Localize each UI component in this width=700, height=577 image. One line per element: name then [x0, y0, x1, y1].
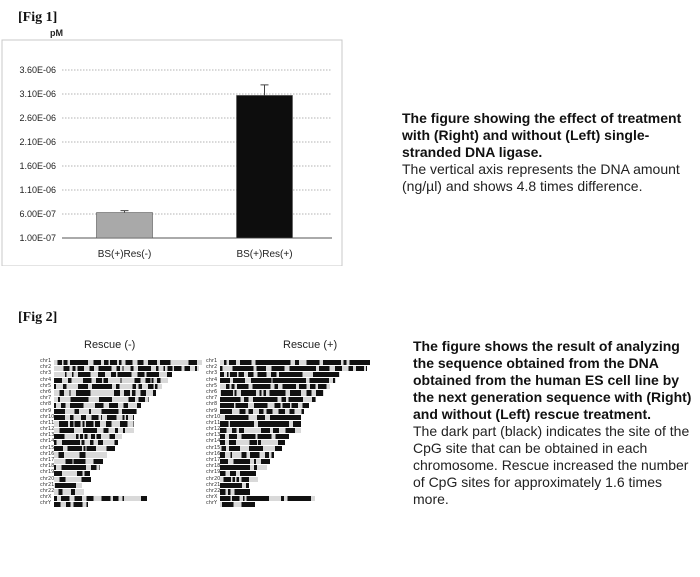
chromosome-cpg-track: [220, 372, 340, 377]
chromosome-cpg-track: [220, 390, 324, 395]
chromosome-cpg-track: [54, 403, 141, 408]
chromosome-cpg-track: [54, 483, 82, 488]
chromosome-label: chr1: [206, 358, 218, 364]
chromosome-label: chr4: [40, 376, 52, 383]
chromosome-label: chr13: [206, 432, 221, 439]
chromosome-label: chrX: [206, 494, 218, 501]
chromosome-cpg-track: [54, 496, 147, 501]
figure-1-caption-title: The figure showing the effect of treatment with (Right) and without (Left) single-stranded DNA ligase.: [402, 110, 682, 160]
figure-1-caption: [402, 110, 692, 195]
chromosome-label: chr11: [206, 419, 221, 426]
y-tick-label: 3.10E-06: [19, 89, 56, 99]
chromosome-cpg-track: [220, 384, 330, 389]
chromosome-label: chr4: [206, 376, 218, 383]
chromosome-label: chr6: [40, 388, 52, 395]
figure-1-label: [Fig 1]: [18, 10, 58, 25]
bar-BS(+)Res(+): [237, 95, 293, 238]
chromosome-cpg-track: [54, 378, 168, 383]
chromosome-label: chrY: [206, 500, 218, 507]
figure-2-caption-text: The dark part (black) indicates the site of the CpG site that can be obtained in each chromosome. Rescue increased the number of CpG sites for approximately 1.6 times more.: [413, 423, 690, 507]
chromosome-row: [40, 500, 218, 507]
chromosome-cpg-track: [220, 471, 256, 476]
chromosome-label: chrX: [40, 494, 52, 501]
chromosome-cpg-track: [54, 452, 107, 457]
y-tick-label: 1.00E-07: [19, 233, 56, 243]
figure-1-bar-chart: [0, 26, 345, 266]
chromosome-cpg-track: [54, 397, 149, 402]
chromosome-cpg-track: [54, 390, 156, 395]
chromosome-cpg-track: [54, 502, 88, 507]
rescue-minus-title: Rescue (-): [84, 339, 136, 351]
chromosome-cpg-track: [220, 366, 367, 371]
chromosome-label: chr13: [40, 432, 55, 439]
y-tick-label: 1.60E-06: [19, 161, 56, 171]
chromosome-label: chr6: [206, 388, 218, 395]
figure-1-caption-text: The vertical axis represents the DNA amount (ng/µl) and shows 4.8 times difference.: [402, 161, 680, 194]
chromosome-cpg-track: [54, 465, 100, 470]
chromosome-label: chr21: [206, 481, 221, 488]
chromosome-label: chr17: [40, 457, 55, 463]
chromosome-cpg-track: [54, 384, 162, 389]
chromosome-cpg-track: [54, 489, 84, 494]
rescue-plus-title: Rescue (+): [283, 339, 338, 351]
y-tick-label: 3.60E-06: [19, 65, 56, 75]
bar-BS(+)Res(-): [97, 213, 153, 238]
chromosome-cpg-track: [220, 434, 289, 439]
figure-2-caption-title: The figure shows the result of analyzing the sequence obtained from the DNA obtained from the human ES cell line by the next generation sequence with (Right) and without (Left) rescue treatment.: [413, 338, 692, 422]
chromosome-cpg-track: [220, 446, 282, 451]
chromosome-label: chr18: [206, 463, 221, 470]
chromosome-label: chr16: [40, 450, 55, 457]
chromosome-label: chr5: [206, 382, 218, 389]
chromosome-cpg-track: [54, 434, 122, 439]
chromosome-cpg-track: [54, 440, 118, 445]
y-tick-label: 2.60E-06: [19, 113, 56, 123]
chromosome-cpg-track: [54, 372, 172, 377]
chromosome-cpg-track: [54, 360, 202, 365]
chromosome-cpg-track: [54, 428, 134, 433]
chromosome-label: chr10: [206, 413, 221, 420]
chromosome-cpg-track: [220, 421, 301, 426]
chromosome-label: chr9: [206, 407, 218, 414]
chromosome-label: chr9: [40, 407, 52, 414]
chromosome-label: chr12: [206, 426, 221, 433]
chromosome-label: chr14: [40, 438, 55, 445]
chromosome-label: chr5: [40, 382, 52, 389]
chromosome-cpg-track: [54, 415, 134, 420]
chromosome-label: chr22: [40, 487, 55, 494]
chromosome-label: chr17: [206, 457, 221, 463]
chromosome-label: chr11: [40, 419, 55, 426]
chromosome-cpg-track: [220, 502, 255, 507]
rescue-minus-chromosome-panel: [40, 358, 218, 508]
chromosome-cpg-track: [54, 477, 91, 482]
chromosome-label: chr7: [40, 395, 52, 402]
chromosome-label: chr19: [40, 469, 55, 476]
figure-2-label: [Fig 2]: [18, 310, 58, 325]
chromosome-label: chr10: [40, 413, 55, 420]
chromosome-label: chr3: [40, 370, 52, 377]
chromosome-label: chr1: [40, 358, 52, 364]
chromosome-label: chr3: [206, 370, 218, 377]
chromosome-cpg-track: [220, 397, 316, 402]
chromosome-cpg-track: [220, 440, 285, 445]
rescue-plus-chromosome-panel: [206, 359, 381, 508]
chromosome-cpg-track: [54, 421, 134, 426]
chromosome-cpg-track: [54, 459, 103, 464]
chromosome-label: chr21: [40, 481, 55, 488]
chromosome-cpg-track: [220, 459, 270, 464]
chromosome-label: chr2: [206, 364, 218, 371]
chromosome-cpg-track: [54, 446, 115, 451]
chromosome-label: chr2: [40, 364, 52, 371]
chromosome-cpg-track: [54, 471, 90, 476]
chromosome-cpg-track: [220, 496, 315, 501]
chromosome-cpg-track: [220, 360, 370, 365]
y-axis-unit-label: pM: [50, 28, 63, 38]
figure-2-caption: [413, 338, 695, 508]
chromosome-label: chr15: [206, 444, 221, 451]
chromosome-cpg-track: [220, 483, 249, 488]
chromosome-label: chr7: [206, 395, 218, 402]
chromosome-cpg-track: [54, 409, 137, 414]
x-category-label: BS(+)Res(-): [97, 249, 152, 260]
chromosome-cpg-track: [220, 403, 309, 408]
chromosome-cpg-track: [220, 489, 250, 494]
y-tick-label: 2.10E-06: [19, 137, 56, 147]
chromosome-label: chr15: [40, 444, 55, 451]
chromosome-cpg-track: [220, 378, 336, 383]
chromosome-label: chrY: [40, 500, 52, 507]
chromosome-label: chr8: [40, 401, 52, 408]
chromosome-row: [206, 501, 381, 507]
chromosome-label: chr14: [206, 438, 221, 445]
chromosome-label: chr8: [206, 401, 218, 408]
chromosome-cpg-track: [54, 366, 199, 371]
chromosome-cpg-track: [220, 428, 301, 433]
y-tick-label: 6.00E-07: [19, 209, 56, 219]
chromosome-cpg-track: [220, 477, 258, 482]
chromosome-cpg-track: [220, 415, 301, 420]
chromosome-label: chr18: [40, 463, 55, 470]
chromosome-label: chr22: [206, 487, 221, 494]
chromosome-label: chr19: [206, 469, 221, 476]
chromosome-label: chr20: [206, 475, 221, 482]
chromosome-label: chr16: [206, 450, 221, 457]
chromosome-label: chr20: [40, 475, 55, 482]
y-tick-label: 1.10E-06: [19, 185, 56, 195]
chromosome-label: chr12: [40, 426, 55, 433]
x-category-label: BS(+)Res(+): [236, 249, 293, 260]
chromosome-cpg-track: [220, 465, 267, 470]
chromosome-cpg-track: [220, 409, 304, 414]
chromosome-cpg-track: [220, 452, 274, 457]
